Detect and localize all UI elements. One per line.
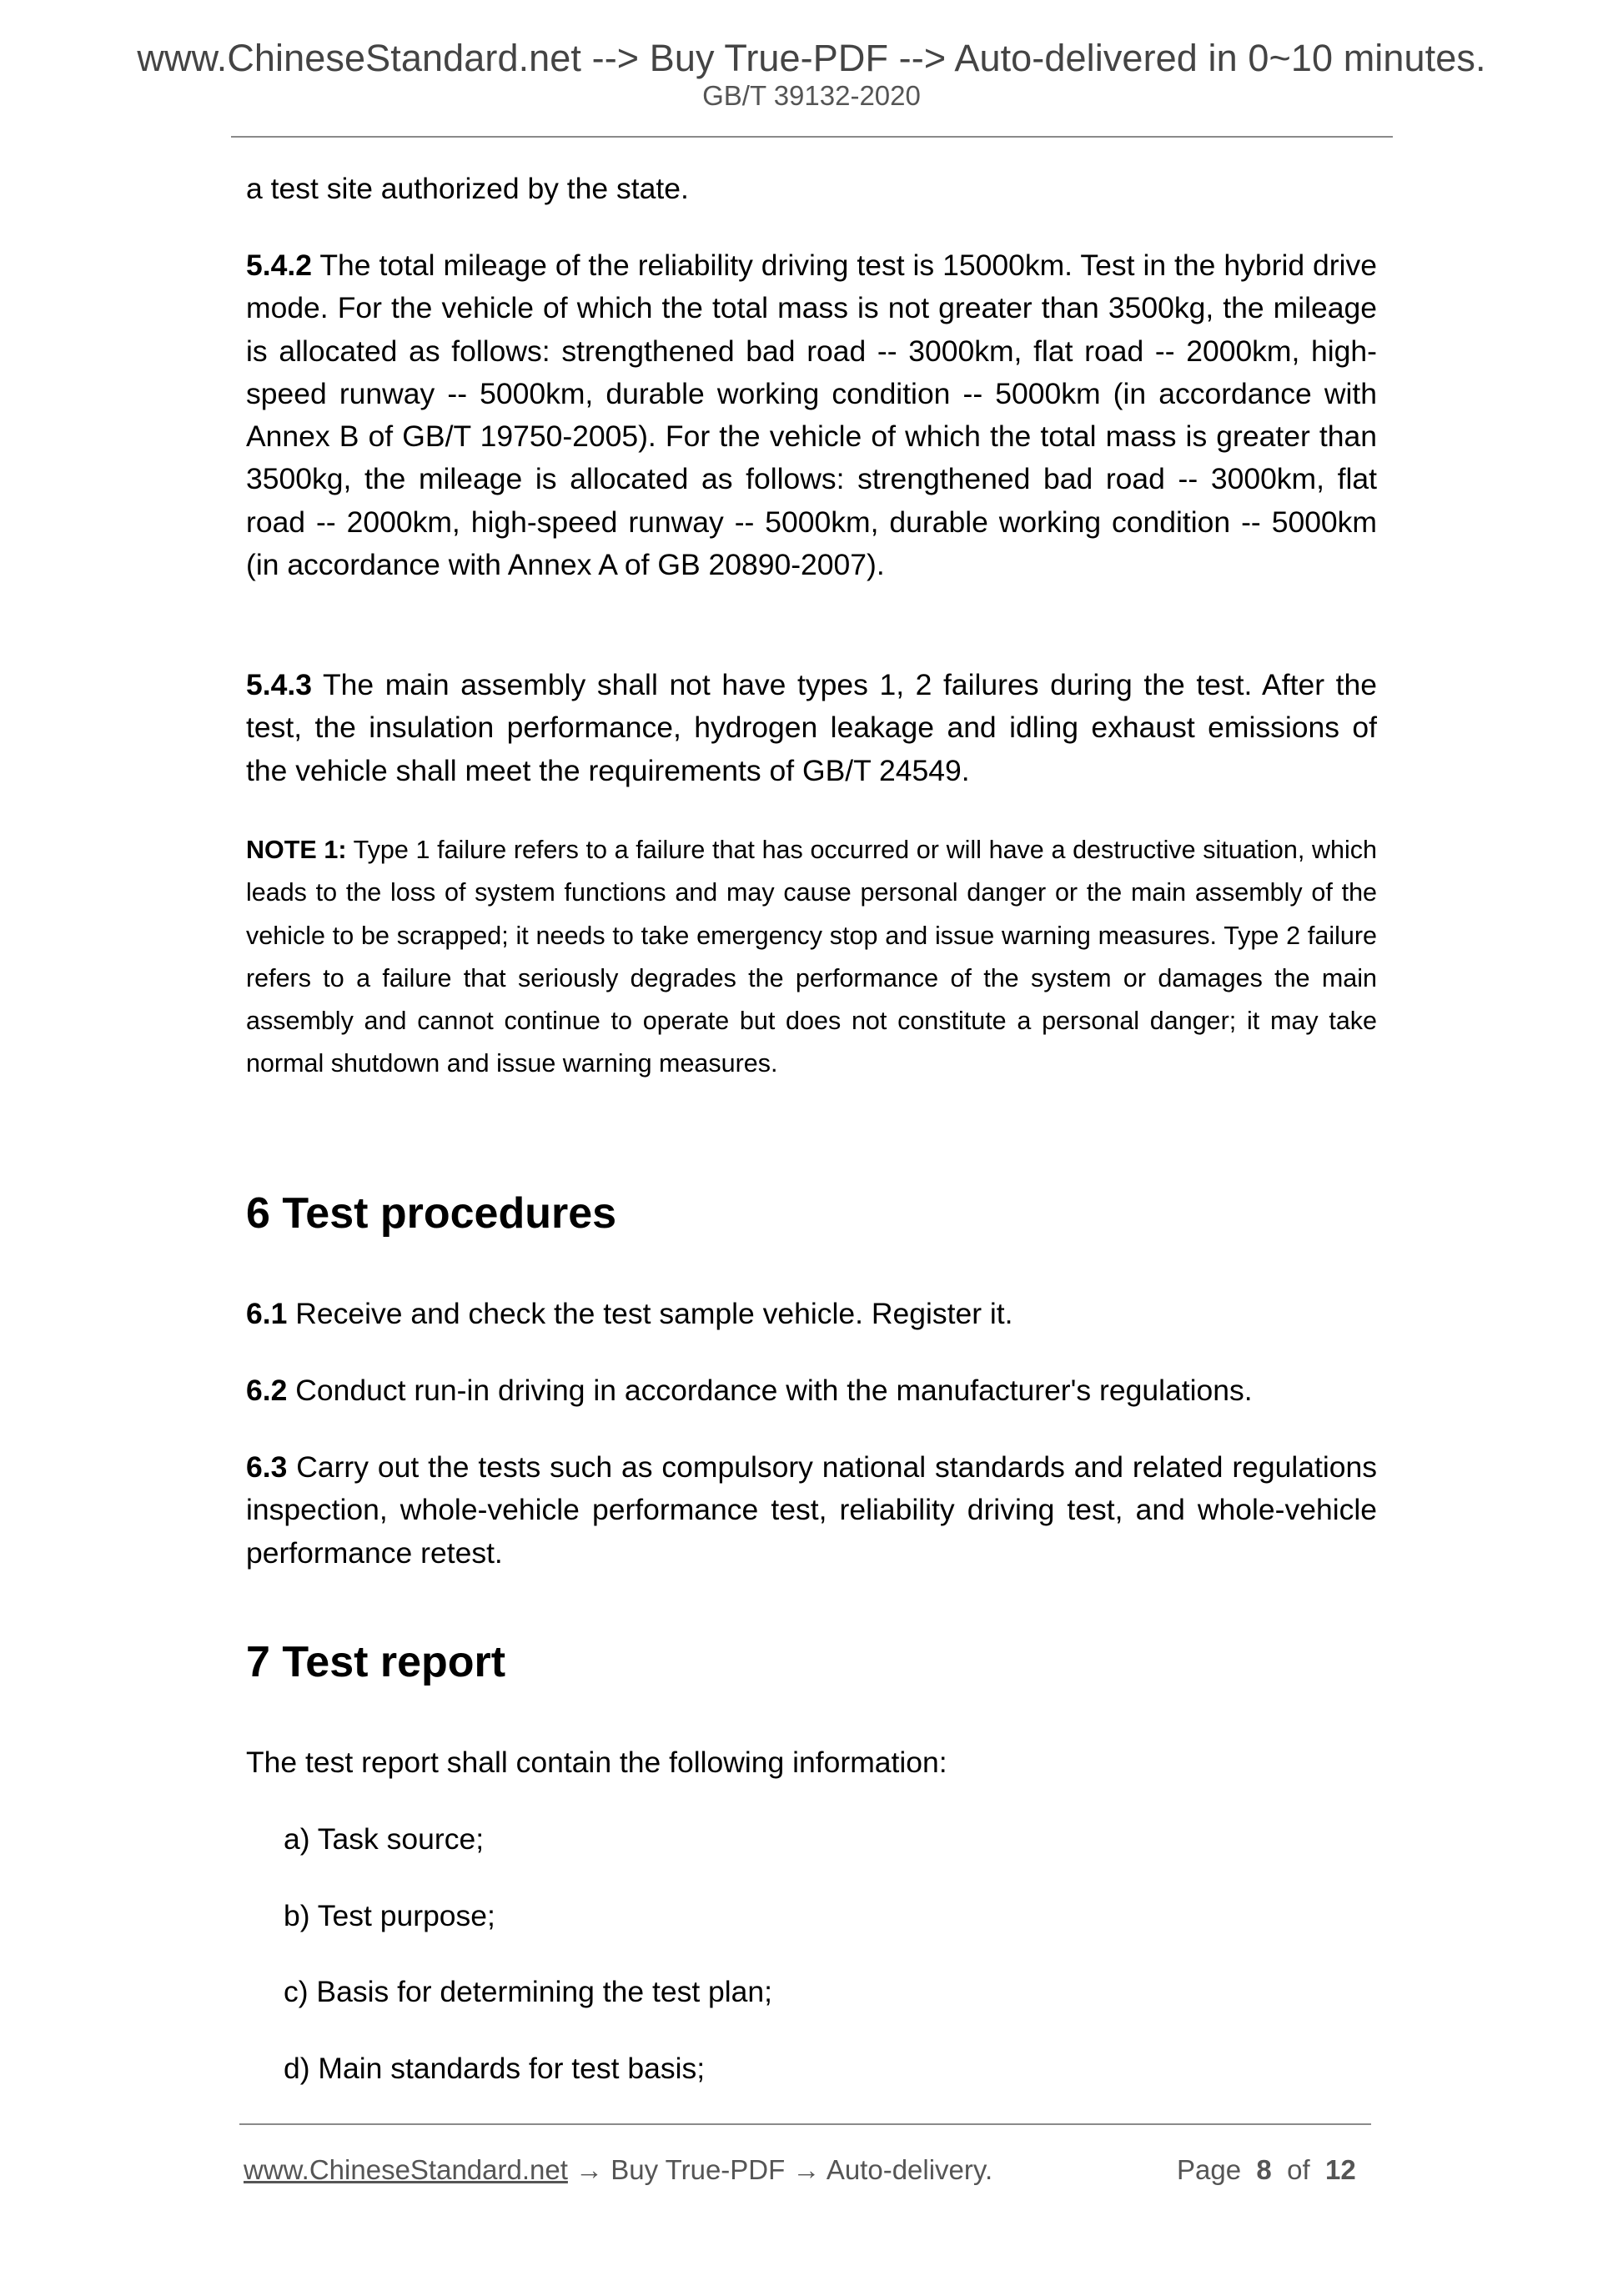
list-item: c) Basis for determining the test plan; bbox=[284, 1975, 773, 2008]
section-7-heading: 7 Test report bbox=[246, 1638, 506, 1686]
clause-6-1 bbox=[246, 1293, 1377, 1335]
continuation-text: a test site authorized by the state. bbox=[246, 172, 689, 205]
footer-promo-text: → Buy True-PDF → Auto-delivery. bbox=[567, 2154, 993, 2185]
report-intro: The test report shall contain the following information: bbox=[246, 1746, 947, 1779]
header-divider bbox=[231, 136, 1393, 138]
list-item: d) Main standards for test basis; bbox=[284, 2052, 706, 2085]
footer-site-link[interactable]: www.ChineseStandard.net bbox=[244, 2154, 568, 2185]
clause-text: Receive and check the test sample vehicle. Register it. bbox=[295, 1297, 1013, 1330]
list-item: a) Task source; bbox=[284, 1822, 485, 1856]
clause-text: The total mileage of the reliability driving test is 15000km. Test in the hybrid drive mode. For the vehicle of which the total mass is not greater than 3500kg, the mileage is allocated as follows: strengthened bad road -- 3000km, flat road -- 2000km, high-speed runway -- 5000km, durable working condition -- 5000km (in accordance with Annex B of GB/T 19750-2005). For the vehicle of which the total mass is greater than 3500kg, the mileage is allocated as follows: strengthened bad road -- 3000km, flat road -- 2000km, high-speed runway -- 5000km, durable working condition -- 5000km (in accordance with Annex A of GB 20890-2007). bbox=[246, 249, 1377, 582]
clause-number: 5.4.2 bbox=[246, 249, 312, 282]
clause-number: 5.4.3 bbox=[246, 668, 312, 701]
footer-promo bbox=[244, 2153, 992, 2187]
list-item: b) Test purpose; bbox=[284, 1899, 495, 1932]
note-label: NOTE 1: bbox=[246, 836, 347, 864]
page-current: 8 bbox=[1256, 2154, 1272, 2185]
clause-6-2 bbox=[246, 1369, 1377, 1412]
note-text: Type 1 failure refers to a failure that has occurred or will have a destructive situation, which leads to the loss of system functions and may cause personal danger or the main assembly of the vehicle to be scrapped; it needs to take emergency stop and issue warning measures. Type 2 failure refers to a failure that seriously degrades the performance of the system or damages the main assembly and cannot continue to operate but does not constitute a personal danger; it may take normal shutdown and issue warning measures. bbox=[246, 836, 1377, 1078]
clause-5-4-3 bbox=[246, 664, 1377, 792]
header-banner: www.ChineseStandard.net --> Buy True-PDF --> Auto-delivered in 0~10 minutes. bbox=[137, 37, 1486, 79]
clause-5-4-2 bbox=[246, 244, 1377, 586]
clause-number: 6.1 bbox=[246, 1297, 288, 1330]
note-1 bbox=[246, 829, 1377, 1086]
clause-6-3 bbox=[246, 1446, 1377, 1575]
document-id: GB/T 39132-2020 bbox=[702, 80, 921, 111]
page-total: 12 bbox=[1325, 2154, 1356, 2185]
clause-text: Carry out the tests such as compulsory national standards and related regulations inspection, whole-vehicle performance test, reliability driving test, and whole-vehicle performance retest. bbox=[246, 1450, 1377, 1570]
footer-divider bbox=[239, 2123, 1371, 2125]
clause-number: 6.3 bbox=[246, 1450, 288, 1484]
page-indicator bbox=[1177, 2153, 1356, 2187]
section-6-heading: 6 Test procedures bbox=[246, 1189, 617, 1238]
clause-text: Conduct run-in driving in accordance with the manufacturer's regulations. bbox=[295, 1374, 1253, 1407]
continuation-paragraph bbox=[246, 168, 1377, 210]
page-of: of bbox=[1287, 2154, 1310, 2185]
page-label: Page bbox=[1177, 2154, 1242, 2185]
clause-text: The main assembly shall not have types 1, 2 failures during the test. After the test, the insulation performance, hydrogen leakage and idling exhaust emissions of the vehicle shall meet the requirements of GB/T 24549. bbox=[246, 668, 1377, 787]
clause-number: 6.2 bbox=[246, 1374, 288, 1407]
